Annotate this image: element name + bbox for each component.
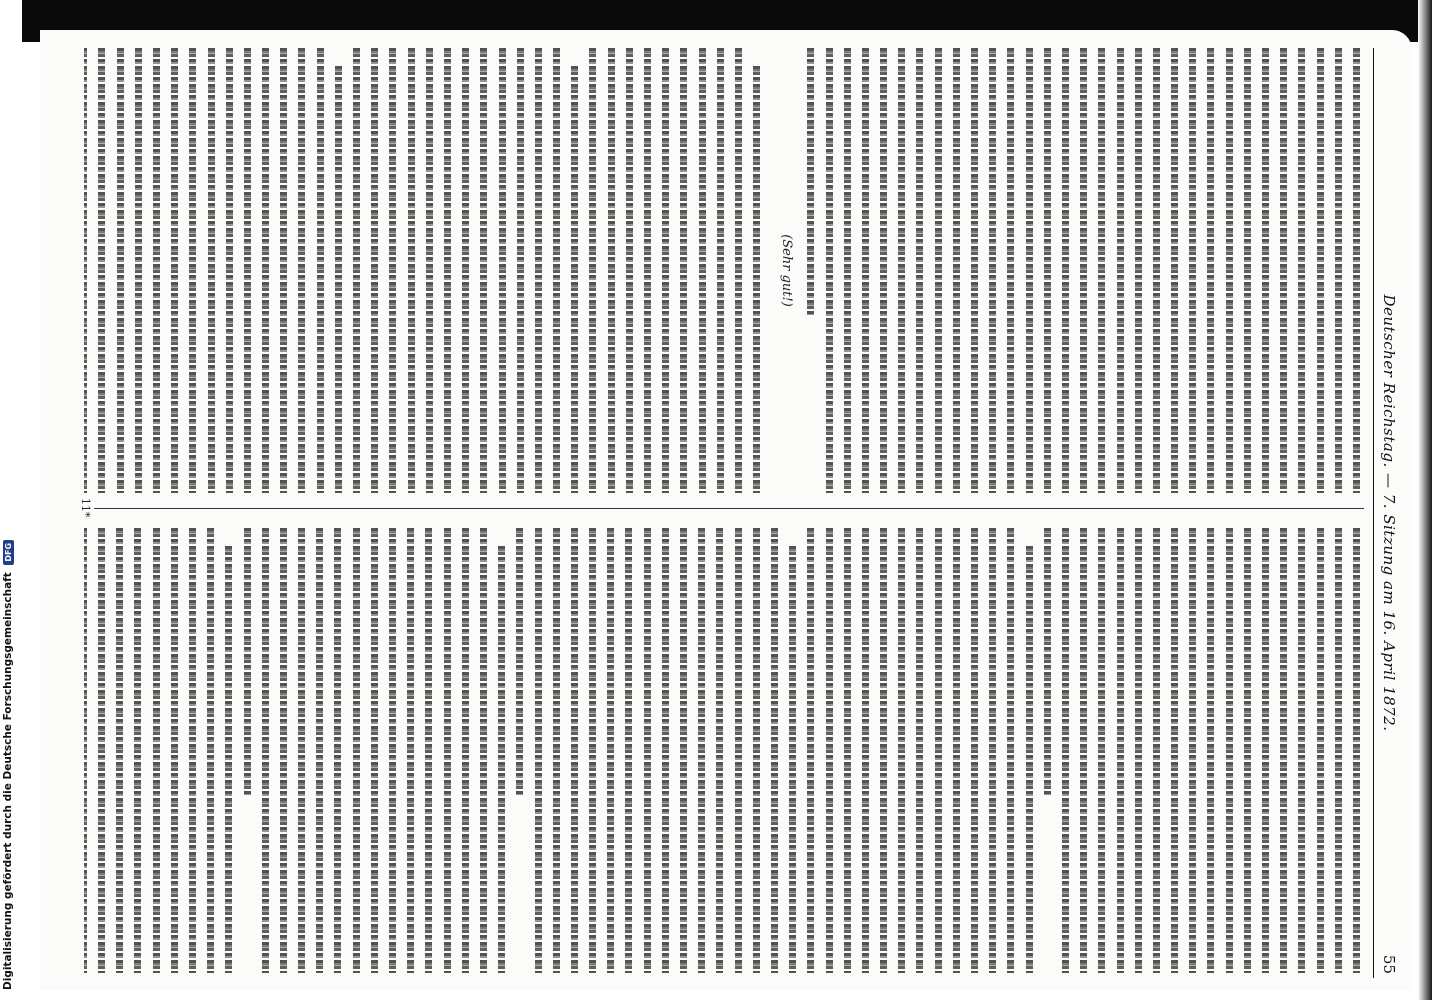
text-line (1164, 528, 1178, 973)
text-line (455, 48, 469, 493)
text-line (1055, 48, 1069, 493)
text-line (1164, 48, 1178, 493)
dfg-logo: DFG (3, 540, 14, 565)
text-line (873, 48, 887, 493)
text-line (437, 48, 451, 493)
text-line (1200, 528, 1214, 973)
digitization-note (2, 540, 14, 990)
text-line (982, 48, 996, 493)
text-line (255, 48, 269, 493)
text-line (1037, 528, 1051, 973)
text-line (219, 48, 233, 493)
text-line (364, 48, 378, 493)
text-line (546, 528, 560, 973)
sheet-signature: 11* (79, 498, 92, 518)
text-line (84, 528, 87, 973)
text-line (273, 528, 287, 973)
text-line (855, 528, 869, 973)
text-line (237, 48, 251, 493)
rotated-page-content (52, 38, 1412, 988)
text-line (746, 48, 760, 493)
text-line (382, 528, 396, 973)
text-line (564, 48, 578, 493)
text-line (527, 528, 541, 973)
text-line (946, 48, 960, 493)
text-line (1309, 48, 1323, 493)
text-line (1055, 528, 1069, 973)
text-line (473, 528, 487, 973)
text-line (928, 48, 942, 493)
text-line (1309, 528, 1323, 973)
text-line (746, 528, 760, 973)
text-line (1273, 528, 1287, 973)
text-line (182, 528, 196, 973)
text-line (346, 48, 360, 493)
text-line (818, 528, 832, 973)
text-line (818, 48, 832, 493)
text-line (800, 528, 814, 973)
text-line (619, 48, 633, 493)
text-line (182, 48, 196, 493)
text-line (1091, 48, 1105, 493)
text-line (255, 528, 269, 973)
text-line (837, 48, 851, 493)
text-line (582, 528, 596, 973)
scanner-shadow-right (1418, 0, 1432, 1000)
page-header (1373, 48, 1400, 978)
text-line (418, 528, 432, 973)
text-line (327, 528, 341, 973)
text-line (273, 48, 287, 493)
text-line (782, 528, 796, 973)
text-line (1091, 528, 1105, 973)
text-line (109, 528, 123, 973)
text-line (1073, 48, 1087, 493)
text-line (837, 528, 851, 973)
text-line (309, 528, 323, 973)
text-line (1018, 48, 1032, 493)
text-line (546, 48, 560, 493)
text-line (764, 528, 778, 973)
text-line (673, 48, 687, 493)
text-line (637, 48, 651, 493)
text-line (909, 528, 923, 973)
text-column-left (84, 48, 1364, 493)
text-line (709, 528, 723, 973)
text-line (200, 528, 214, 973)
text-line (691, 48, 705, 493)
section-heading: (Sehr gut!) (779, 234, 795, 307)
text-line (655, 528, 669, 973)
text-line (200, 48, 214, 493)
text-line (400, 48, 414, 493)
text-line (1291, 528, 1305, 973)
text-line (564, 528, 578, 973)
text-line (1146, 528, 1160, 973)
text-line (91, 528, 105, 973)
text-line (637, 528, 651, 973)
text-line (600, 528, 614, 973)
text-line (436, 528, 450, 973)
text-line (1073, 528, 1087, 973)
page-header-title: Deutscher Reichstag. — 7. Sitzung am 16. April 1872. (1380, 294, 1398, 732)
column-divider (94, 508, 1364, 509)
text-line (346, 528, 360, 973)
text-line (128, 48, 142, 493)
text-line (528, 48, 542, 493)
text-line (728, 48, 742, 493)
text-line (328, 48, 342, 493)
text-line (1237, 528, 1251, 973)
text-line (1328, 48, 1342, 493)
text-line (964, 528, 978, 973)
text-line (291, 528, 305, 973)
text-line (673, 528, 687, 973)
text-line (1109, 48, 1123, 493)
text-line (84, 48, 87, 493)
text-line (1000, 528, 1014, 973)
text-line (1200, 48, 1214, 493)
text-line (727, 528, 741, 973)
text-line (855, 48, 869, 493)
text-line (655, 48, 669, 493)
text-line (891, 48, 905, 493)
text-line (1037, 48, 1051, 493)
text-line (1328, 528, 1342, 973)
text-line (1128, 528, 1142, 973)
text-line (91, 48, 105, 493)
text-line (509, 528, 523, 973)
text-line (1219, 48, 1233, 493)
text-line (1255, 48, 1269, 493)
text-line (400, 528, 414, 973)
text-line (618, 528, 632, 973)
text-line (218, 528, 232, 973)
text-line (1255, 528, 1269, 973)
text-line (1146, 48, 1160, 493)
text-line (109, 48, 123, 493)
text-line (510, 48, 524, 493)
text-line (873, 528, 887, 973)
text-line (491, 528, 505, 973)
text-line (1273, 48, 1287, 493)
text-line (1182, 528, 1196, 973)
text-line (1000, 48, 1014, 493)
text-line (710, 48, 724, 493)
text-line (236, 528, 250, 973)
text-line (146, 48, 160, 493)
text-line (145, 528, 159, 973)
text-line (1109, 528, 1123, 973)
text-line (455, 528, 469, 973)
page-number: 55 (1380, 954, 1398, 974)
text-line (473, 48, 487, 493)
text-line (1346, 528, 1360, 973)
text-line (491, 48, 505, 493)
text-line (582, 48, 596, 493)
text-line (310, 48, 324, 493)
text-line (127, 528, 141, 973)
text-line (164, 48, 178, 493)
text-line (1291, 48, 1305, 493)
text-line (1219, 528, 1233, 973)
text-column-right (84, 528, 1364, 973)
text-line (382, 48, 396, 493)
text-line (419, 48, 433, 493)
text-line (1182, 48, 1196, 493)
text-line (964, 48, 978, 493)
digitization-note-text: Digitalisierung gefördert durch die Deutsche Forschungsgemeinschaft (2, 572, 14, 990)
text-line (800, 48, 814, 493)
text-line (1128, 48, 1142, 493)
text-line (364, 528, 378, 973)
text-line (928, 528, 942, 973)
text-line (291, 48, 305, 493)
text-line (164, 528, 178, 973)
text-line (1018, 528, 1032, 973)
text-line (691, 528, 705, 973)
text-line (982, 528, 996, 973)
text-line (1346, 48, 1360, 493)
text-line (891, 528, 905, 973)
text-line (1237, 48, 1251, 493)
text-line (946, 528, 960, 973)
text-line (601, 48, 615, 493)
text-line (909, 48, 923, 493)
